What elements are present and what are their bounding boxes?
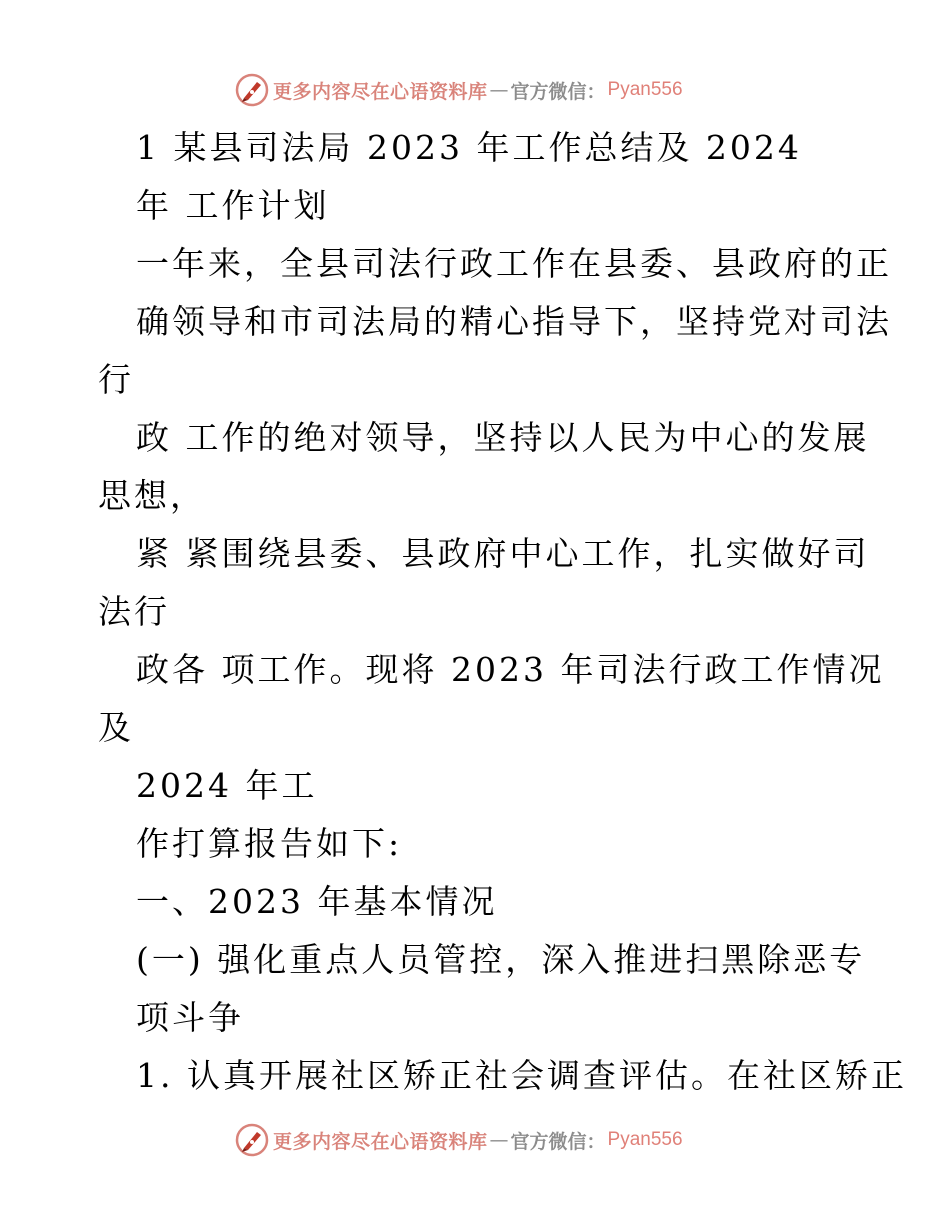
watermark-wechat-id: Pyan556 xyxy=(607,79,683,100)
watermark-wechat-id: Pyan556 xyxy=(607,1129,683,1150)
doc-line: 1. 认真开展社区矫正社会调查评估。在社区矫正 xyxy=(136,1056,907,1095)
section-heading: 一、2023 年基本情况 xyxy=(136,882,498,921)
doc-line: 确领导和市司法局的精心指导下，坚持党对司法 xyxy=(136,302,892,341)
watermark-text: 更多内容尽在心语资料库 xyxy=(273,1130,488,1153)
doc-line: 作打算报告如下: xyxy=(136,824,403,863)
doc-line: 及 xyxy=(98,708,134,747)
watermark-dash: — xyxy=(489,1129,509,1151)
subsection-heading: (一) 强化重点人员管控，深入推进扫黑除恶专 xyxy=(136,940,866,979)
doc-line: 行 xyxy=(98,360,134,399)
subsection-heading-cont: 项斗争 xyxy=(136,998,244,1037)
doc-title-line-2: 年 工作计划 xyxy=(136,186,330,225)
doc-line: 法行 xyxy=(98,592,170,631)
doc-line: 政各 项工作。现将 2023 年司法行政工作情况 xyxy=(136,650,885,689)
watermark-dash: — xyxy=(489,79,509,101)
watermark-subtitle: 官方微信： xyxy=(510,80,606,103)
doc-title-line-1: 1 某县司法局 2023 年工作总结及 2024 xyxy=(136,128,802,167)
watermark-subtitle: 官方微信： xyxy=(510,1130,606,1153)
watermark-text: 更多内容尽在心语资料库 xyxy=(273,80,488,103)
doc-line: 2024 年工 xyxy=(136,766,318,805)
pen-logo-icon xyxy=(235,1123,269,1157)
footer-watermark xyxy=(235,1122,683,1158)
doc-line: 紧 紧围绕县委、县政府中心工作，扎实做好司 xyxy=(136,534,870,573)
doc-line: 思想， xyxy=(98,476,206,515)
doc-line: 政 工作的绝对领导，坚持以人民为中心的发展 xyxy=(136,418,870,457)
doc-line: 一年来，全县司法行政工作在县委、县政府的正 xyxy=(136,244,892,283)
